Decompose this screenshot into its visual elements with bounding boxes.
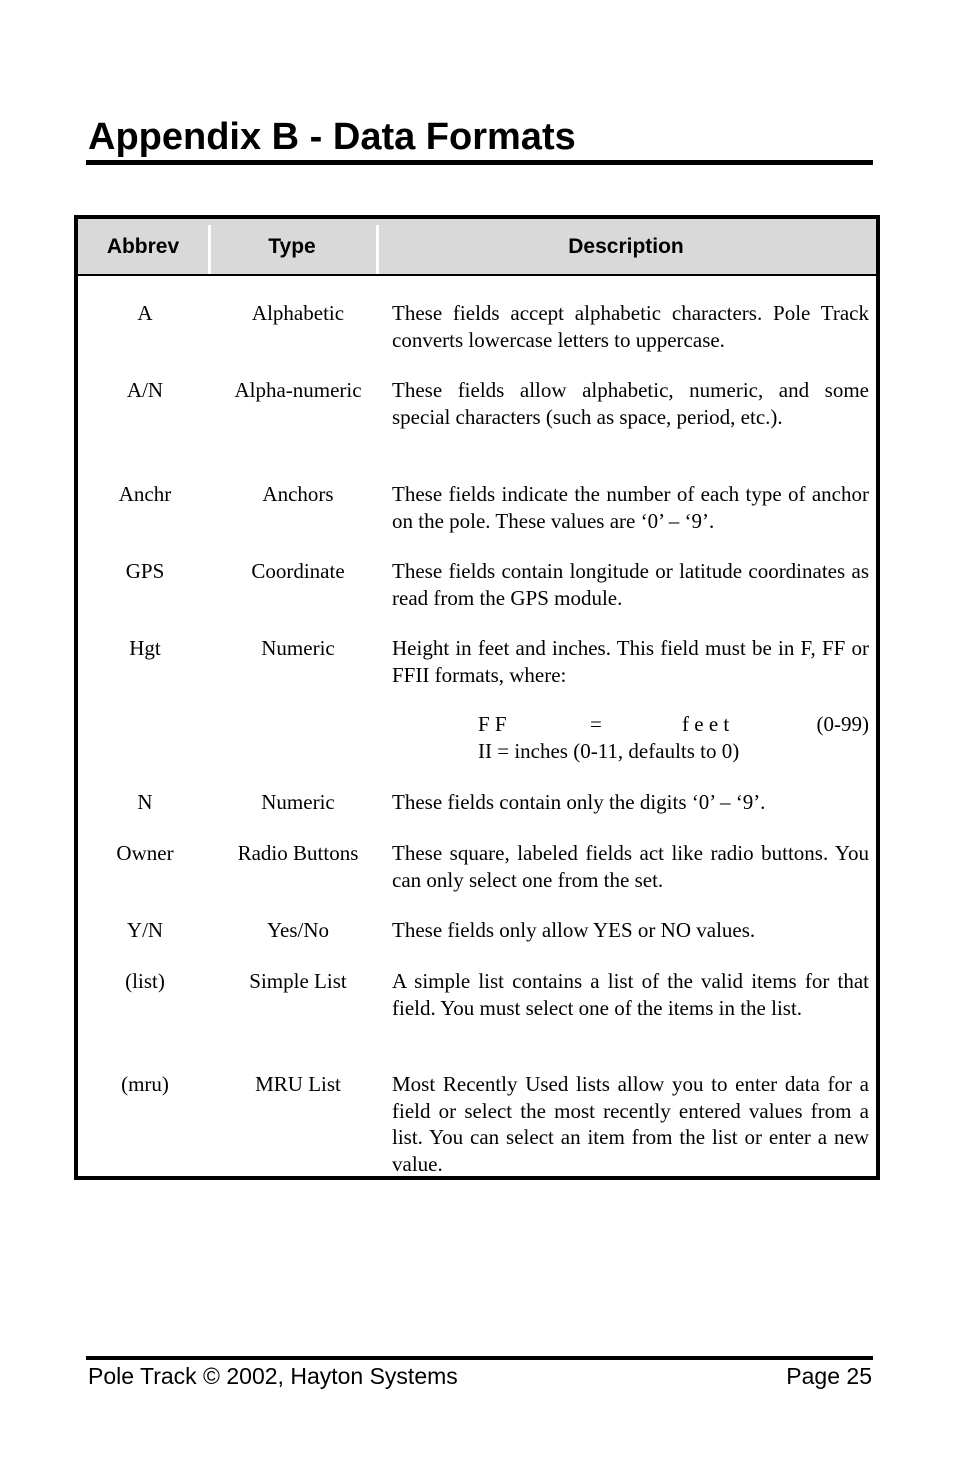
header-abbrev: Abbrev	[106, 235, 180, 258]
row-description: These fields indicate the number of each type of anchor on the pole. These values are ‘0’ – ‘9’.	[392, 482, 869, 533]
row-abbrev: A/N	[126, 378, 164, 402]
row-description: These fields only allow YES or NO values.	[392, 918, 756, 942]
row-type: Numeric	[261, 790, 335, 814]
ii-format-line: II = inches (0-11, defaults to 0)	[478, 738, 740, 763]
row-type: Alphabetic	[251, 301, 345, 325]
row-type: Numeric	[261, 636, 335, 660]
row-abbrev: N	[137, 790, 153, 814]
row-abbrev: Hgt	[129, 636, 161, 660]
ff-code: F F	[478, 712, 507, 736]
row-type: Simple List	[249, 969, 347, 993]
row-description: These fields accept alphabetic characters. Pole Track converts lowercase letters to uppercase.	[392, 301, 869, 352]
row-description: These fields contain only the digits ‘0’ – ‘9’.	[392, 790, 766, 814]
row-abbrev: GPS	[125, 559, 165, 583]
data-formats-table	[74, 215, 880, 1180]
table-header-row	[78, 219, 876, 276]
row-type: MRU List	[255, 1072, 341, 1096]
row-type: Coordinate	[251, 559, 345, 583]
ff-equals: =	[590, 712, 602, 736]
header-type: Type	[268, 235, 316, 258]
title-rule	[86, 160, 873, 165]
ff-meaning: f e e t	[682, 712, 730, 736]
row-abbrev: (mru)	[121, 1072, 169, 1096]
row-description: Most Recently Used lists allow you to enter data for a field or select the most recently entered values from a list. You can select an item from the list or enter a new value.	[392, 1072, 869, 1176]
row-description: A simple list contains a list of the valid items for that field. You must select one of the items in the list.	[392, 969, 869, 1020]
ff-range: (0-99)	[816, 712, 869, 736]
row-abbrev: A	[137, 301, 153, 325]
row-description: These fields allow alphabetic, numeric, and some special characters (such as space, period, etc.).	[392, 378, 869, 429]
row-description: These fields contain longitude or latitude coordinates as read from the GPS module.	[392, 559, 869, 610]
header-description: Description	[568, 235, 684, 258]
row-description: Height in feet and inches. This field must be in F, FF or FFII formats, where:	[392, 636, 869, 687]
footer-page-number: Page 25	[786, 1363, 872, 1389]
row-abbrev: (list)	[125, 969, 165, 993]
row-type: Alpha-numeric	[234, 378, 362, 402]
row-abbrev: Y/N	[126, 918, 164, 942]
row-type: Radio Buttons	[237, 841, 359, 865]
height-format-definitions	[478, 711, 869, 764]
row-type: Anchors	[262, 482, 334, 506]
row-abbrev: Anchr	[118, 482, 172, 506]
footer-rule	[86, 1356, 873, 1360]
footer-copyright: Pole Track © 2002, Hayton Systems	[88, 1363, 458, 1389]
row-abbrev: Owner	[116, 841, 174, 865]
ff-format-line	[478, 711, 869, 738]
page-title: Appendix B - Data Formats	[88, 116, 576, 158]
row-description: These square, labeled fields act like radio buttons. You can only select one from the set.	[392, 841, 869, 892]
row-type: Yes/No	[266, 918, 330, 942]
